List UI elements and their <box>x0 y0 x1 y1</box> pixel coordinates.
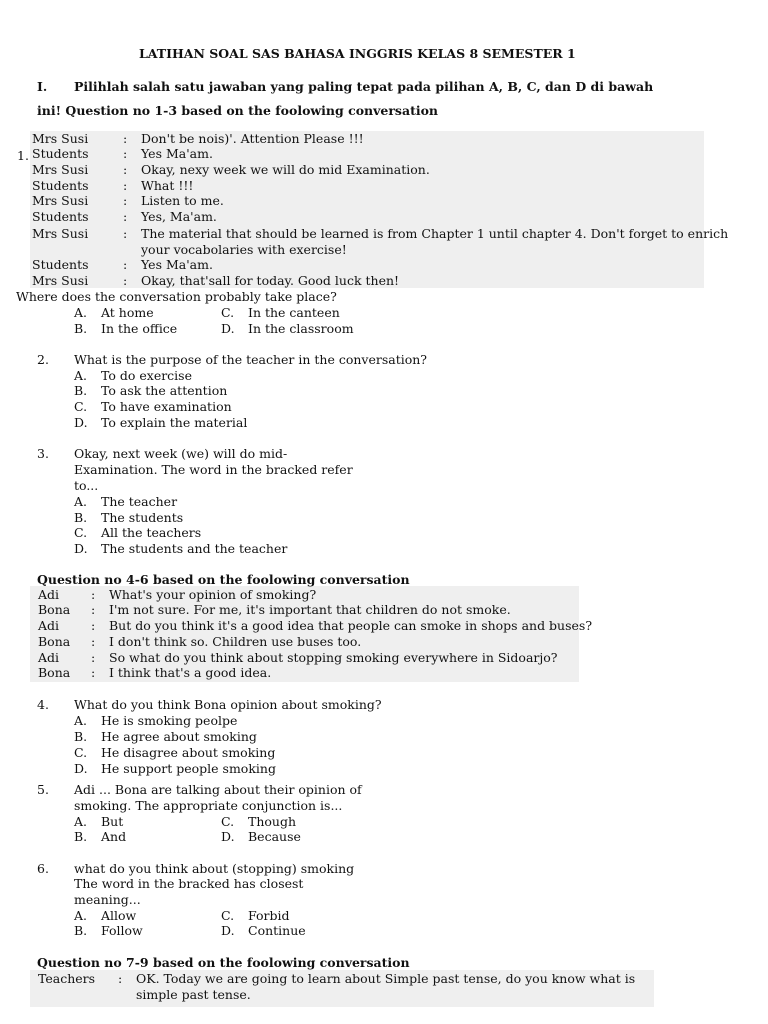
question-stem: The word in the bracked has closest <box>74 876 304 891</box>
option-letter: A. <box>74 494 88 509</box>
colon: : <box>123 209 128 224</box>
option-letter: A. <box>74 368 88 383</box>
dialogue-line: The material that should be learned is from Chapter 1 until chapter 4. Don't forget to enrich <box>141 226 729 241</box>
question-stem: meaning... <box>74 892 141 907</box>
speaker: Students <box>32 178 89 193</box>
conversation-2-heading: Question no 4-6 based on the foolowing conversation <box>37 572 410 587</box>
dialogue-line: Yes Ma'am. <box>141 146 213 161</box>
speaker: Adi <box>38 618 60 633</box>
colon: : <box>91 587 96 602</box>
option-c: He disagree about smoking <box>101 745 276 760</box>
dialogue-line: Listen to me. <box>141 193 224 208</box>
option-letter: C. <box>74 745 88 760</box>
colon: : <box>123 162 128 177</box>
option-letter: D. <box>221 829 235 844</box>
option-d: Because <box>248 829 301 844</box>
option-a: At home <box>101 305 154 320</box>
option-letter: B. <box>74 829 88 844</box>
option-d: To explain the material <box>101 415 248 430</box>
option-letter: D. <box>221 321 235 336</box>
option-letter: C. <box>74 399 88 414</box>
colon: : <box>123 257 128 272</box>
option-a: To do exercise <box>101 368 192 383</box>
option-b: And <box>101 829 127 844</box>
dialogue-line: I don't think so. Children use buses too. <box>109 634 362 649</box>
dialogue-line: So what do you think about stopping smoking everywhere in Sidoarjo? <box>109 650 558 665</box>
question-stem: what do you think about (stopping) smoking <box>74 861 355 876</box>
dialogue-line: I'm not sure. For me, it's important that children do not smoke. <box>109 602 511 617</box>
colon: : <box>123 178 128 193</box>
conversation-1-background <box>30 131 704 288</box>
question-stem: Where does the conversation probably take place? <box>16 289 337 304</box>
option-letter: D. <box>221 923 235 938</box>
speaker: Mrs Susi <box>32 131 89 146</box>
colon: : <box>91 650 96 665</box>
option-a: Allow <box>101 908 137 923</box>
option-letter: C. <box>221 908 235 923</box>
dialogue-line: Yes, Ma'am. <box>141 209 217 224</box>
colon: : <box>91 665 96 680</box>
speaker: Mrs Susi <box>32 193 89 208</box>
question-stem: Adi ... Bona are talking about their opinion of <box>74 782 362 797</box>
option-letter: B. <box>74 510 88 525</box>
dialogue-line: Don't be nois)'. Attention Please !!! <box>141 131 364 146</box>
option-letter: C. <box>74 525 88 540</box>
dialogue-line-continuation: your vocabolaries with exercise! <box>141 242 347 257</box>
dialogue-line: I think that's a good idea. <box>109 665 272 680</box>
option-a: The teacher <box>101 494 178 509</box>
option-d: He support people smoking <box>101 761 276 776</box>
option-letter: C. <box>221 305 235 320</box>
question-stem: smoking. The appropriate conjunction is... <box>74 798 343 813</box>
option-letter: A. <box>74 713 88 728</box>
speaker: Mrs Susi <box>32 273 89 288</box>
dialogue-line: What's your opinion of smoking? <box>109 587 317 602</box>
option-c: Forbid <box>248 908 290 923</box>
speaker: Students <box>32 209 89 224</box>
speaker: Bona <box>38 634 71 649</box>
section-instruction-line1: Pilihlah salah satu jawaban yang paling tepat pada pilihan A, B, C, dan D di bawah <box>74 79 654 94</box>
colon: : <box>123 146 128 161</box>
dialogue-line: Yes Ma'am. <box>141 257 213 272</box>
question-number: 2. <box>37 352 49 367</box>
speaker: Adi <box>38 587 60 602</box>
question-1-marker: 1. <box>17 148 29 163</box>
option-b: He agree about smoking <box>101 729 257 744</box>
colon: : <box>91 634 96 649</box>
question-number: 5. <box>37 782 49 797</box>
dialogue-line: OK. Today we are going to learn about Simple past tense, do you know what is <box>136 971 636 986</box>
question-stem: What is the purpose of the teacher in the conversation? <box>74 352 428 367</box>
page-title: LATIHAN SOAL SAS BAHASA INGGRIS KELAS 8 SEMESTER 1 <box>139 46 576 61</box>
option-letter: D. <box>74 415 88 430</box>
option-b: To ask the attention <box>101 383 228 398</box>
option-d: Continue <box>248 923 306 938</box>
colon: : <box>118 971 123 986</box>
section-number: I. <box>37 79 48 94</box>
option-a: He is smoking peolpe <box>101 713 238 728</box>
question-stem: to... <box>74 478 99 493</box>
speaker: Mrs Susi <box>32 162 89 177</box>
speaker: Adi <box>38 650 60 665</box>
option-c: To have examination <box>101 399 232 414</box>
colon: : <box>91 618 96 633</box>
option-letter: B. <box>74 729 88 744</box>
speaker: Students <box>32 257 89 272</box>
section-instruction-line2: ini! Question no 1-3 based on the foolowing conversation <box>37 103 439 118</box>
question-stem: What do you think Bona opinion about smoking? <box>74 697 382 712</box>
question-number: 6. <box>37 861 49 876</box>
option-letter: B. <box>74 923 88 938</box>
option-c: In the canteen <box>248 305 340 320</box>
conversation-3-heading: Question no 7-9 based on the foolowing conversation <box>37 955 410 970</box>
option-b: Follow <box>101 923 143 938</box>
speaker: Teachers <box>38 971 96 986</box>
colon: : <box>123 226 128 241</box>
colon: : <box>123 273 128 288</box>
option-letter: A. <box>74 814 88 829</box>
colon: : <box>123 193 128 208</box>
option-d: In the classroom <box>248 321 354 336</box>
dialogue-line: Okay, nexy week we will do mid Examination. <box>141 162 430 177</box>
option-d: The students and the teacher <box>101 541 288 556</box>
colon: : <box>123 131 128 146</box>
question-stem: Examination. The word in the bracked refer <box>74 462 353 477</box>
speaker: Students <box>32 146 89 161</box>
option-letter: C. <box>221 814 235 829</box>
speaker: Bona <box>38 665 71 680</box>
speaker: Mrs Susi <box>32 226 89 241</box>
colon: : <box>91 602 96 617</box>
option-letter: D. <box>74 761 88 776</box>
option-letter: B. <box>74 321 88 336</box>
question-stem: Okay, next week (we) will do mid- <box>74 446 288 461</box>
option-b: The students <box>101 510 184 525</box>
option-letter: A. <box>74 305 88 320</box>
option-letter: A. <box>74 908 88 923</box>
dialogue-line: Okay, that'sall for today. Good luck then! <box>141 273 400 288</box>
dialogue-line: But do you think it's a good idea that people can smoke in shops and buses? <box>109 618 593 633</box>
option-a: But <box>101 814 124 829</box>
option-c: All the teachers <box>101 525 202 540</box>
dialogue-line-continuation: simple past tense. <box>136 987 251 1002</box>
option-letter: D. <box>74 541 88 556</box>
question-number: 3. <box>37 446 49 461</box>
option-b: In the office <box>101 321 178 336</box>
question-number: 4. <box>37 697 49 712</box>
dialogue-line: What !!! <box>141 178 194 193</box>
option-c: Though <box>248 814 297 829</box>
option-letter: B. <box>74 383 88 398</box>
speaker: Bona <box>38 602 71 617</box>
